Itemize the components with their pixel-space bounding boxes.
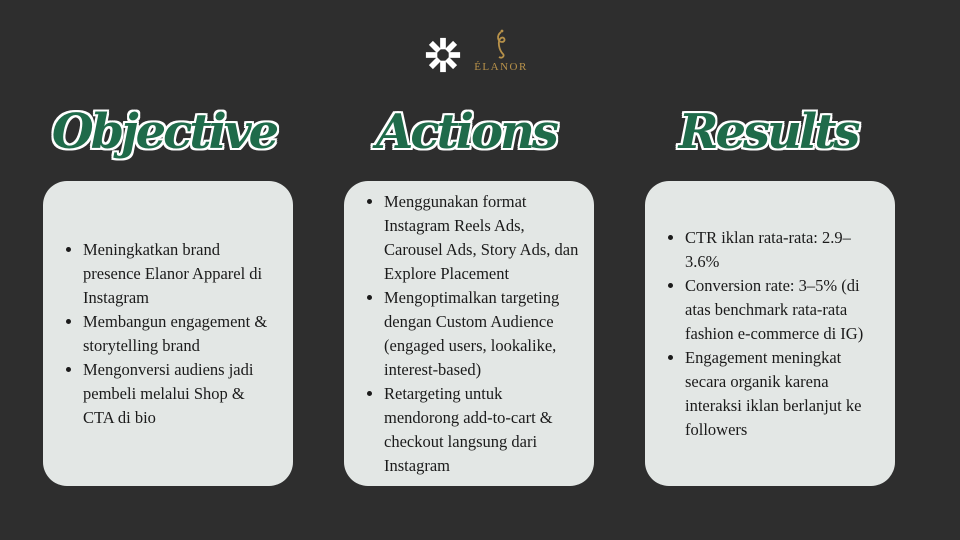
list-item: • Mengoptimalkan targeting dengan Custom Audience (engaged users, lookalike, interest-based) [384,286,580,382]
results-list [667,226,881,442]
results-card [645,181,895,486]
list-item: • Meningkatkan brand presence Elanor Apparel di Instagram [83,238,279,310]
objective-card [43,181,293,486]
list-item: • Membangun engagement & storytelling brand [83,310,279,358]
actions-card [344,181,594,486]
list-item: • Engagement meningkat secara organik karena interaksi iklan berlanjut ke followers [685,346,881,442]
list-item: • Retargeting untuk mendorong add-to-cart & checkout langsung dari Instagram [384,382,580,478]
list-item: • Conversion rate: 3–5% (di atas benchmark rata-rata fashion e-commerce di IG) [685,274,881,346]
list-item: • Menggunakan format Instagram Reels Ads, Carousel Ads, Story Ads, dan Explore Placement [384,190,580,286]
actions-heading: Actions [376,104,556,160]
asterisk-star-mark-icon [424,36,462,74]
elanor-logo [468,28,534,80]
list-item: • CTR iklan rata-rata: 2.9–3.6% [685,226,881,274]
gold-script-monogram-icon [468,28,534,60]
objective-heading: Objective [51,104,277,160]
list-item: • Mengonversi audiens jadi pembeli melalui Shop & CTA di bio [83,358,279,430]
objective-list [65,238,279,430]
elanor-logo-text: ÉLANOR [474,61,528,73]
actions-list [366,190,580,478]
results-heading: Results [678,104,858,160]
logo-bar [0,28,960,78]
